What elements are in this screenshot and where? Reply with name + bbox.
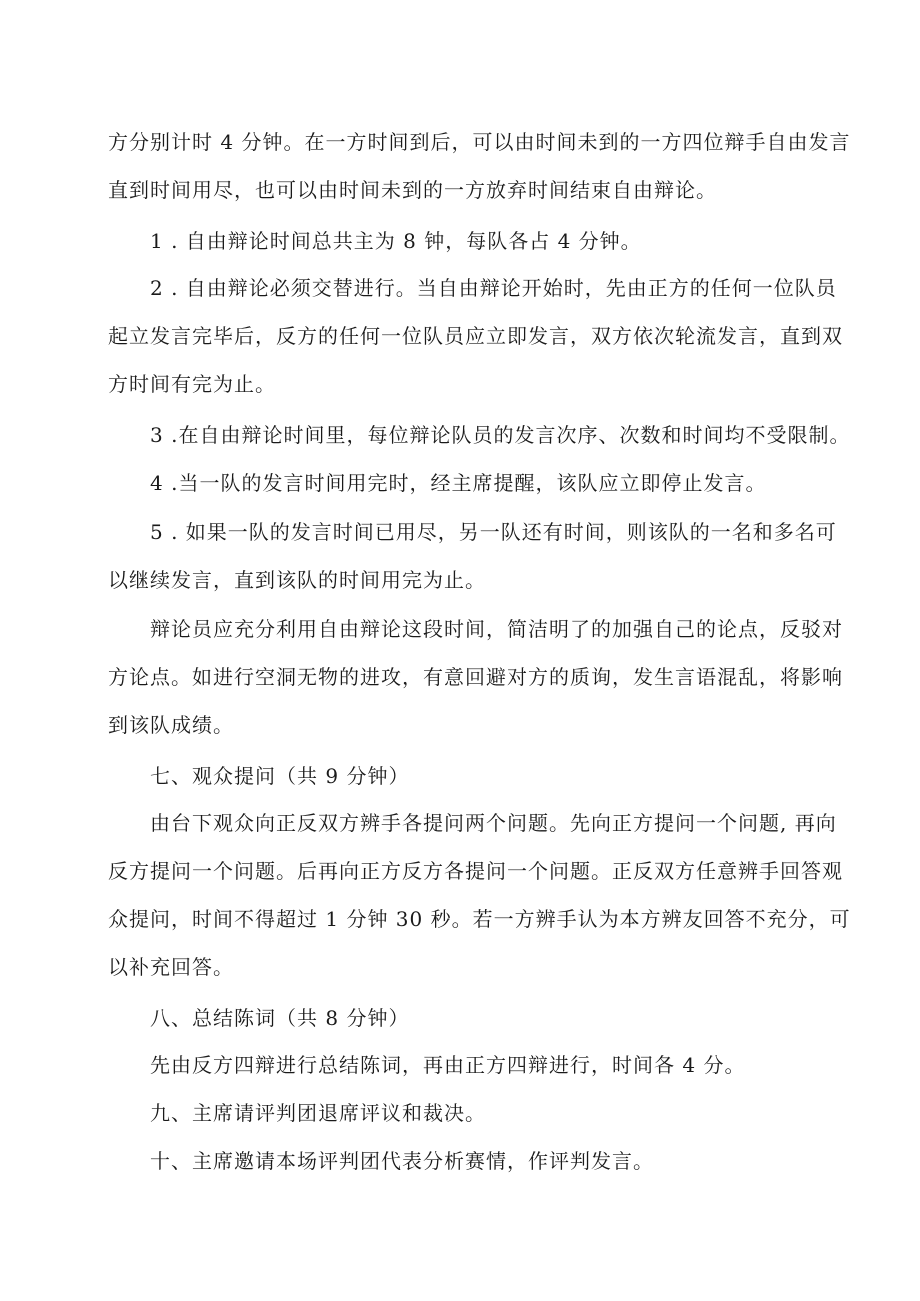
text-line: 方论点。如进行空洞无物的进攻，有意回避对方的质询，发生言语混乱，将影响 [108, 665, 843, 689]
text-line: 1 . 自由辩论时间总共主为 8 钟，每队各占 4 分钟。 [150, 229, 642, 253]
rule-item-5 [108, 508, 837, 604]
text-line: 十、主席邀请本场评判团代表分析赛情，作评判发言。 [150, 1149, 654, 1173]
text-line: 2 . 自由辩论必须交替进行。当自由辩论开始时，先由正方的任何一位队员 [150, 276, 837, 300]
text-line: 方分别计时 4 分钟。在一方时间到后，可以由时间未到的一方四位辩手自由发言 [108, 130, 851, 154]
text-line: 先由反方四辩进行总结陈词，再由正方四辩进行，时间各 4 分。 [150, 1053, 746, 1077]
section-heading-closing-statements [108, 994, 820, 1042]
text-line: 七、观众提问（共 9 分钟） [150, 764, 410, 788]
paragraph-free-debate-timing [108, 118, 851, 214]
text-line: 4 .当一队的发言时间用完时，经主席提醒，该队应立即停止发言。 [150, 471, 767, 495]
rule-item-2 [108, 264, 843, 408]
paragraph-debater-advice [108, 605, 843, 749]
text-line: 九、主席请评判团退席评议和裁决。 [150, 1101, 486, 1125]
rule-item-3 [108, 411, 851, 459]
text-line: 以继续发言，直到该队的时间用完为止。 [108, 568, 486, 592]
text-line: 起立发言完毕后，反方的任何一位队员应立即发言，双方依次轮流发言，直到双 [108, 324, 843, 348]
text-line: 以补充回答。 [108, 955, 234, 979]
paragraph-audience-questions [108, 799, 851, 991]
section-heading-judges-commentary [108, 1137, 820, 1185]
paragraph-closing-statements [108, 1041, 820, 1089]
section-heading-judges-deliberation [108, 1089, 820, 1137]
rule-item-4 [108, 459, 820, 507]
text-line: 5 . 如果一队的发言时间已用尽，另一队还有时间，则该队的一名和多名可 [150, 520, 837, 544]
text-line: 3 .在自由辩论时间里，每位辩论队员的发言次序、次数和时间均不受限制。 [150, 423, 851, 447]
rule-item-1 [108, 217, 820, 265]
text-line: 众提问，时间不得超过 1 分钟 30 秒。若一方辨手认为本方辨友回答不充分，可 [108, 907, 851, 931]
text-line: 由台下观众向正反双方辨手各提问两个问题。先向正方提问一个问题, 再向 [150, 811, 837, 835]
text-line: 辩论员应充分利用自由辩论这段时间，简洁明了的加强自己的论点，反驳对 [150, 617, 843, 641]
text-line: 方时间有完为止。 [108, 372, 276, 396]
text-line: 直到时间用尽，也可以由时间未到的一方放弃时间结束自由辩论。 [108, 178, 717, 202]
text-line: 八、总结陈词（共 8 分钟） [150, 1006, 410, 1030]
section-heading-audience-questions [108, 752, 820, 800]
text-line: 反方提问一个问题。后再向正方反方各提问一个问题。正反双方任意辨手回答观 [108, 859, 843, 883]
text-line: 到该队成绩。 [108, 713, 234, 737]
